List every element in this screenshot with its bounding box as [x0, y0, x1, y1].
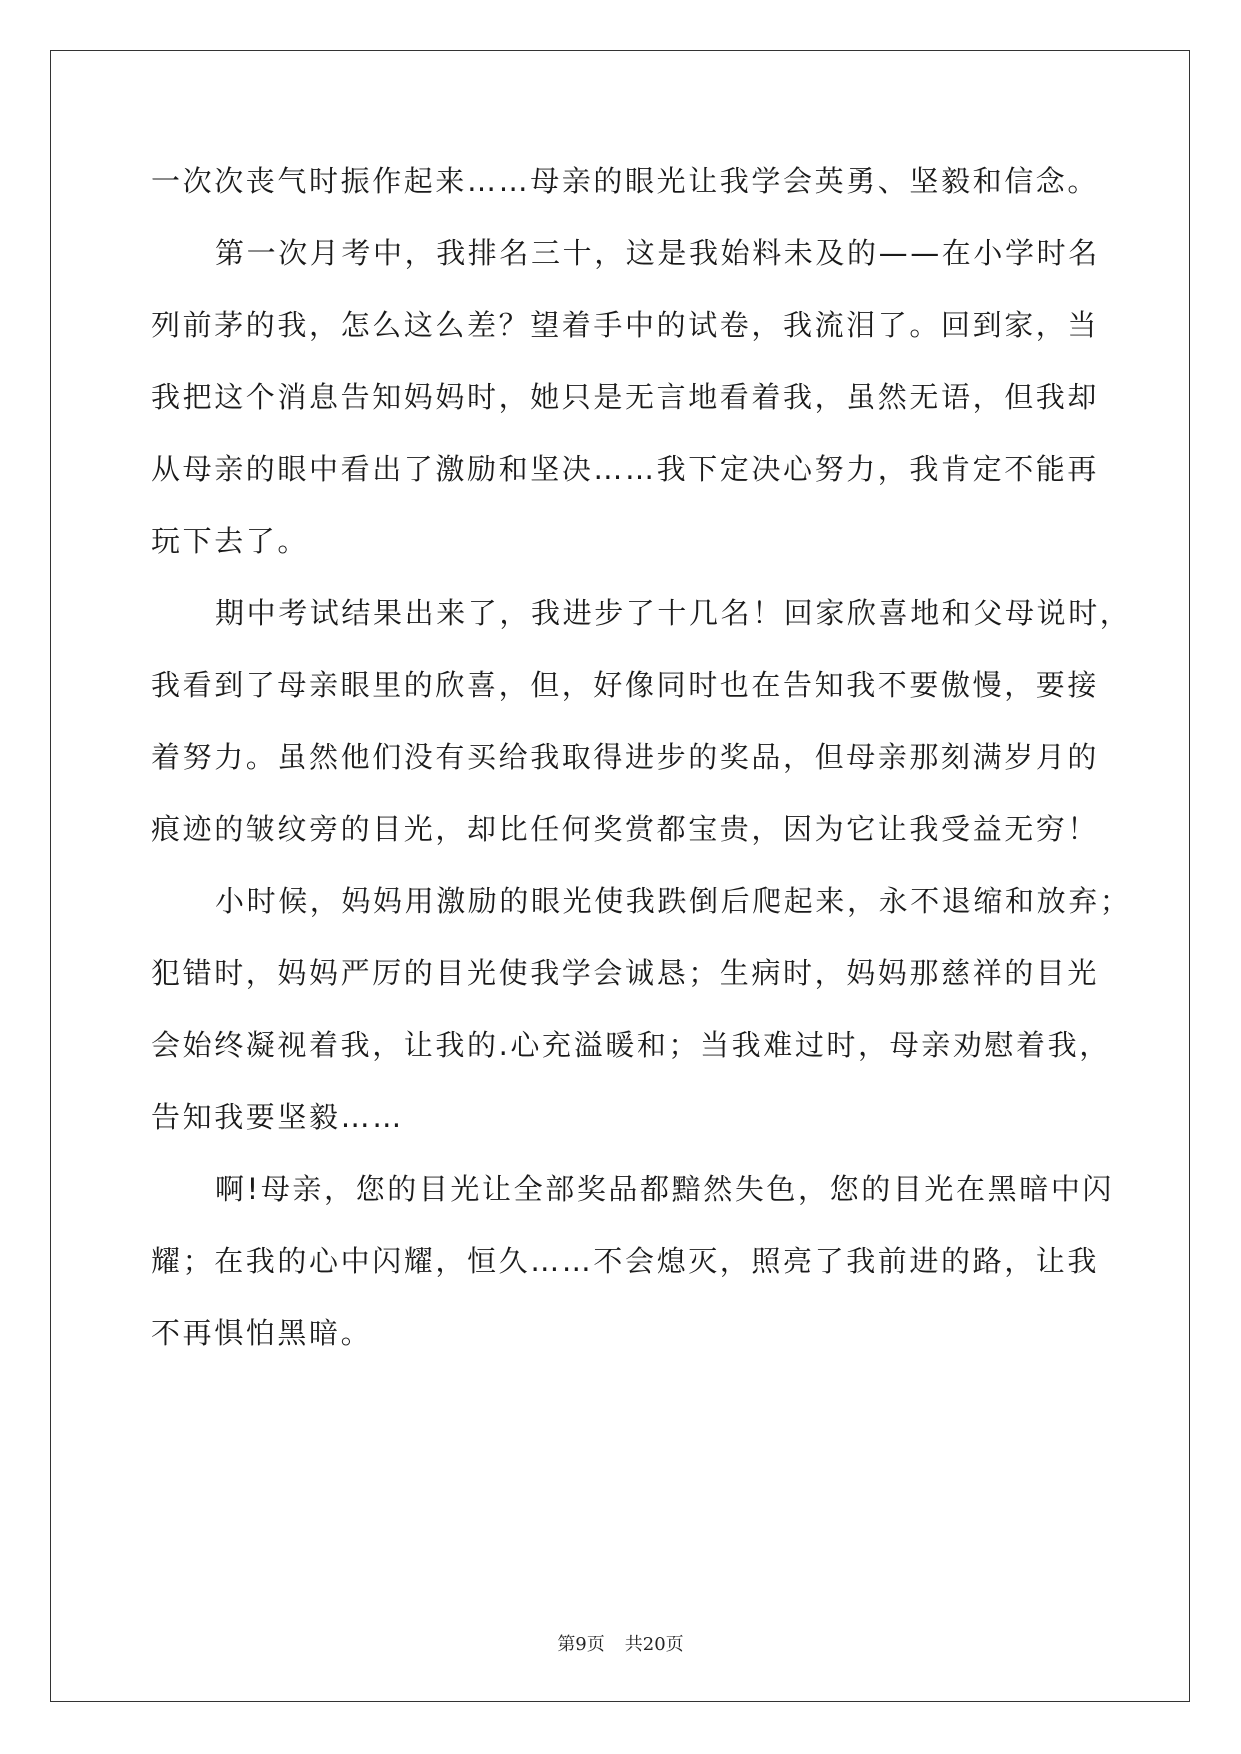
paragraph-start-line: 期中考试结果出来了，我进步了十几名！回家欣喜地和父母说时，	[215, 596, 1132, 630]
text-line: 我把这个消息告知妈妈时，她只是无言地看着我，虽然无语，但我却	[151, 380, 1100, 414]
text-line: 不再惧怕黑暗。	[151, 1316, 373, 1350]
total-pages: 共20页	[624, 1634, 684, 1655]
page-border	[50, 50, 1190, 1702]
text-line: 从母亲的眼中看出了激励和坚决……我下定决心努力，我肯定不能再	[151, 452, 1100, 486]
paragraph-start-line: 小时候，妈妈用激励的眼光使我跌倒后爬起来，永不退缩和放弃；	[215, 884, 1132, 918]
paragraph-start-line: 第一次月考中，我排名三十，这是我始料未及的——在小学时名	[215, 236, 1100, 270]
text-line: 列前茅的我，怎么这么差？望着手中的试卷，我流泪了。回到家，当	[151, 308, 1100, 342]
text-line: 犯错时，妈妈严厉的目光使我学会诚恳；生病时，妈妈那慈祥的目光	[151, 956, 1100, 990]
text-line: 着努力。虽然他们没有买给我取得进步的奖品，但母亲那刻满岁月的	[151, 740, 1100, 774]
paragraph-start-line: 啊!母亲，您的目光让全部奖品都黯然失色，您的目光在黑暗中闪	[215, 1172, 1115, 1206]
text-line: 耀；在我的心中闪耀，恒久……不会熄灭，照亮了我前进的路，让我	[151, 1244, 1100, 1278]
text-line: 我看到了母亲眼里的欣喜，但，好像同时也在告知我不要傲慢，要接	[151, 668, 1100, 702]
current-page: 第9页	[557, 1634, 605, 1655]
text-line: 告知我要坚毅……	[151, 1100, 404, 1134]
text-line: 玩下去了。	[151, 524, 310, 558]
text-line: 会始终凝视着我，让我的.心充溢暖和；当我难过时，母亲劝慰着我，	[151, 1028, 1111, 1062]
page-number-footer	[0, 1634, 1241, 1656]
text-line: 一次次丧气时振作起来……母亲的眼光让我学会英勇、坚毅和信念。	[151, 164, 1100, 198]
text-line: 痕迹的皱纹旁的目光，却比任何奖赏都宝贵，因为它让我受益无穷！	[151, 812, 1100, 846]
